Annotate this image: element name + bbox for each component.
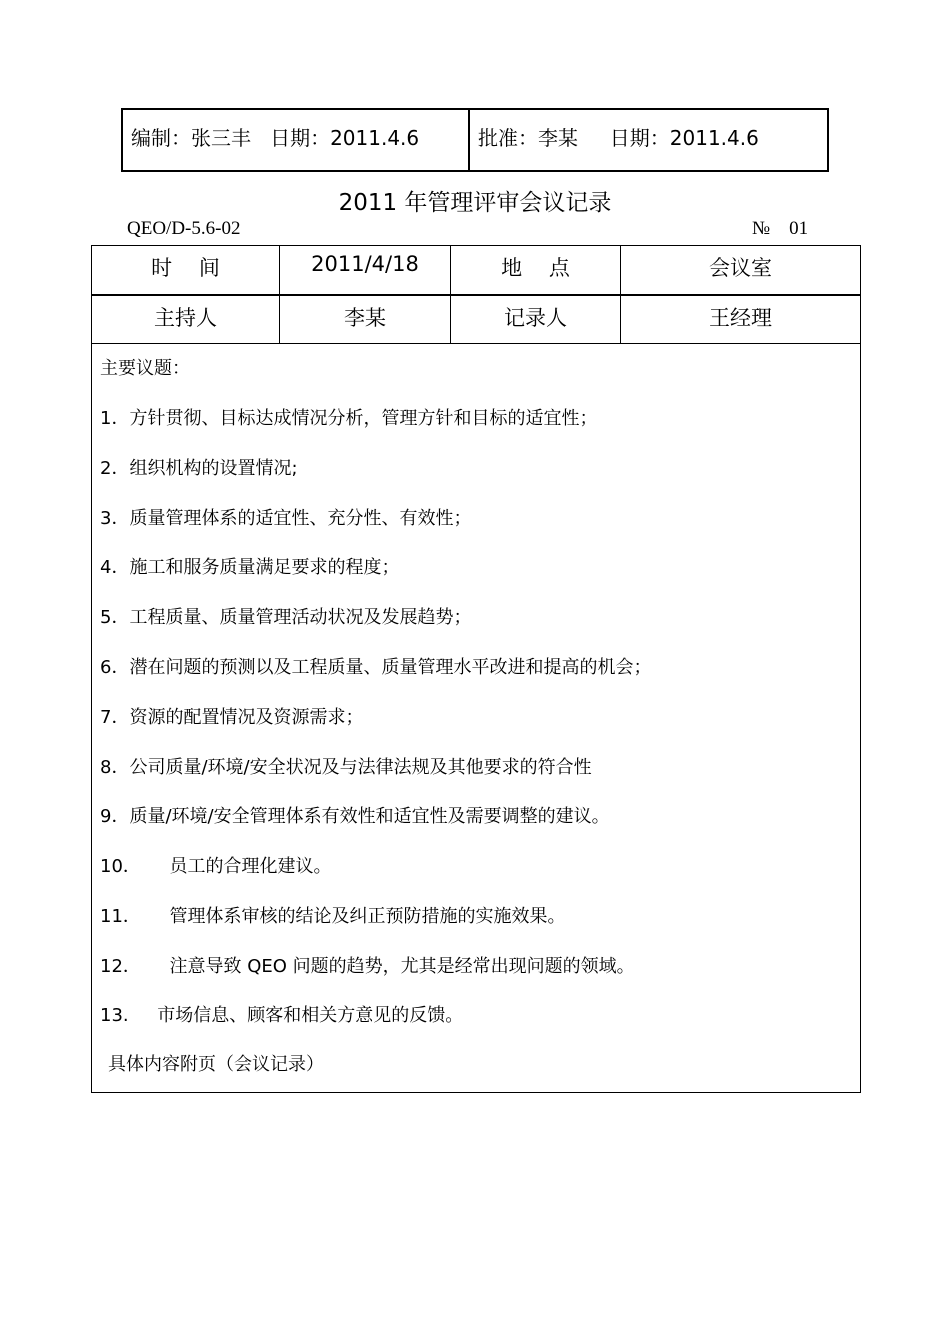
agenda-item: 2．组织机构的设置情况; xyxy=(100,458,298,479)
document-code: QEO/D-5.6-02 xyxy=(127,218,241,239)
approved-by-date: 批准：李某 日期：2011.4.6 xyxy=(478,126,759,150)
agenda-footer: 具体内容附页（会议记录） xyxy=(108,1054,324,1075)
agenda-item: 10． 员工的合理化建议。 xyxy=(100,856,332,877)
agenda-item: 8．公司质量/环境/安全状况及与法律法规及其他要求的符合性 xyxy=(100,757,592,778)
place-value: 会议室 xyxy=(621,246,861,295)
agenda-item: 12． 注意导致 QEO 问题的趋势，尤其是经常出现问题的领域。 xyxy=(100,956,635,977)
recorder-value: 王经理 xyxy=(621,295,861,344)
time-place-row xyxy=(92,246,861,295)
agenda-item: 3．质量管理体系的适宜性、充分性、有效性； xyxy=(100,508,472,529)
agenda-item: 5．工程质量、质量管理活动状况及发展趋势； xyxy=(100,607,472,628)
agenda-item: 1．方针贯彻、目标达成情况分析，管理方针和目标的适宜性； xyxy=(100,408,598,429)
time-label: 时 间 xyxy=(92,246,280,295)
meeting-record-table xyxy=(91,245,861,1093)
time-value: 2011/4/18 xyxy=(280,246,451,295)
agenda-item: 13. 市场信息、顾客和相关方意见的反馈。 xyxy=(100,1005,464,1026)
document-title: 2011 年管理评审会议记录 xyxy=(338,190,612,216)
agenda-item: 11． 管理体系审核的结论及纠正预防措施的实施效果。 xyxy=(100,906,566,927)
document-number: № 01 xyxy=(752,218,809,239)
host-recorder-row xyxy=(92,295,861,344)
agenda-list xyxy=(92,344,860,1092)
place-label: 地 点 xyxy=(451,246,621,295)
host-label: 主持人 xyxy=(92,295,280,344)
agenda-item: 7．资源的配置情况及资源需求； xyxy=(100,707,364,728)
host-value: 李某 xyxy=(280,295,451,344)
agenda-item: 6．潜在问题的预测以及工程质量、质量管理水平改进和提高的机会； xyxy=(100,657,652,678)
agenda-cell xyxy=(92,344,861,1093)
prepared-by-date: 编制：张三丰 日期：2011.4.6 xyxy=(123,110,470,170)
agenda-heading: 主要议题： xyxy=(100,358,190,379)
approval-box xyxy=(121,108,829,172)
recorder-label: 记录人 xyxy=(451,295,621,344)
agenda-item: 9．质量/环境/安全管理体系有效性和适宜性及需要调整的建议。 xyxy=(100,806,610,827)
agenda-item: 4．施工和服务质量满足要求的程度； xyxy=(100,557,400,578)
agenda-row xyxy=(92,344,861,1093)
